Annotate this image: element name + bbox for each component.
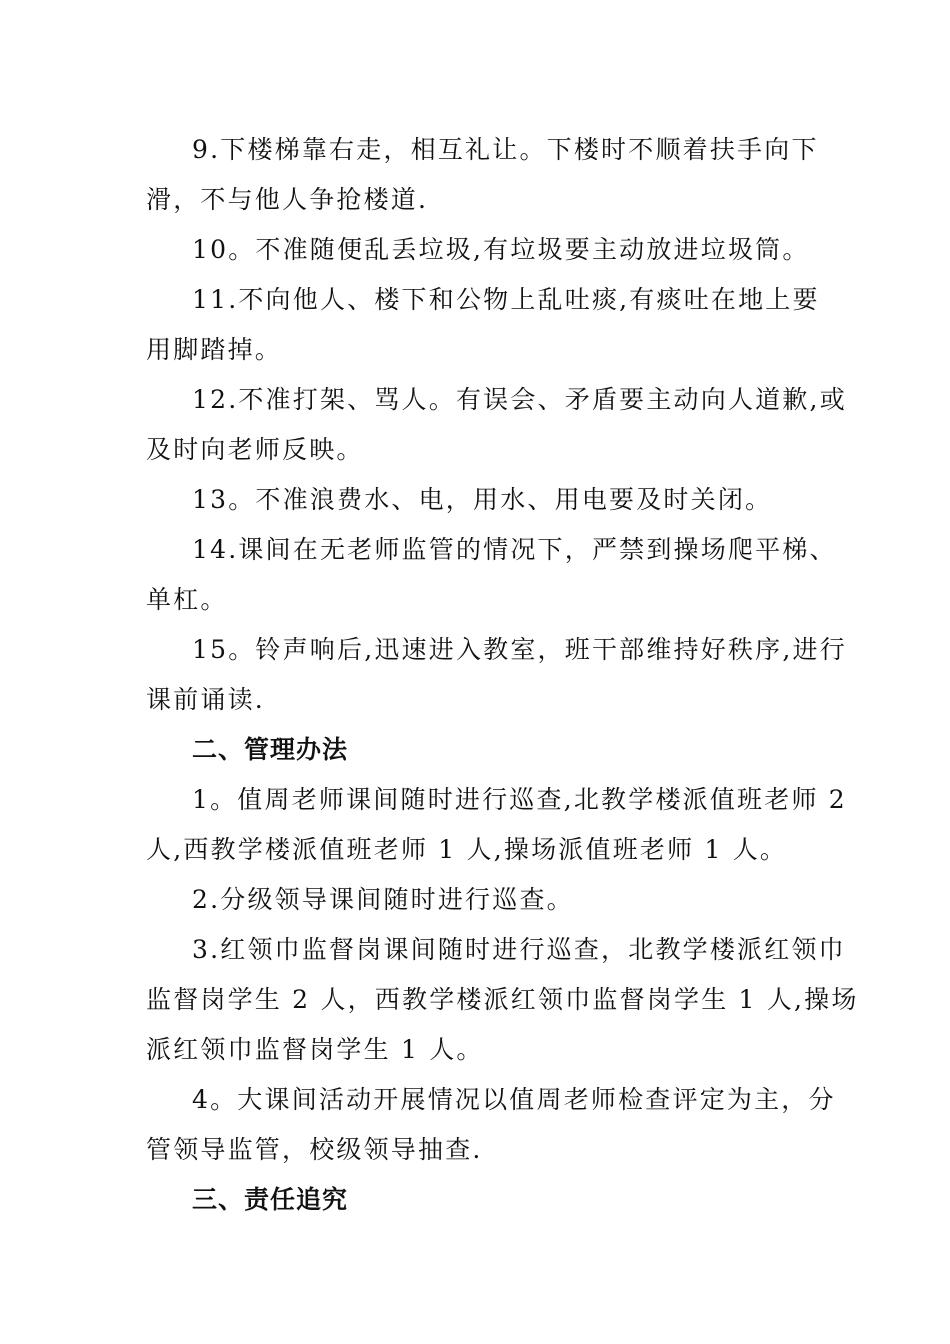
management-2-line-1: 2.分级领导课间随时进行巡查。 bbox=[192, 885, 574, 914]
rule-13-line-1: 13。不准浪费水、电，用水、用电要及时关闭。 bbox=[192, 485, 773, 514]
section-heading-accountability: 三、责任追究 bbox=[192, 1185, 349, 1214]
management-4-line-1: 4。大课间活动开展情况以值周老师检查评定为主，分 bbox=[192, 1085, 836, 1114]
rule-14-line-2: 单杠。 bbox=[146, 585, 228, 614]
rule-14-line-1: 14.课间在无老师监管的情况下，严禁到操场爬平梯、 bbox=[192, 535, 837, 564]
management-3-line-3: 派红领巾监督岗学生 1 人。 bbox=[146, 1035, 484, 1064]
management-1-line-2: 人,西教学楼派值班老师 1 人,操场派值班老师 1 人。 bbox=[146, 835, 788, 864]
rule-12-line-1: 12.不准打架、骂人。有误会、矛盾要主动向人道歉,或 bbox=[192, 385, 847, 414]
section-heading-management: 二、管理办法 bbox=[192, 735, 349, 764]
rule-10-line-1: 10。不准随便乱丢垃圾,有垃圾要主动放进垃圾筒。 bbox=[192, 235, 810, 264]
rule-11-line-2: 用脚踏掉。 bbox=[146, 335, 283, 364]
management-3-line-2: 监督岗学生 2 人，西教学楼派红领巾监督岗学生 1 人,操场 bbox=[146, 985, 859, 1014]
management-1-line-1: 1。值周老师课间随时进行巡查,北教学楼派值班老师 2 bbox=[192, 785, 847, 814]
rule-15-line-1: 15。铃声响后,迅速进入教室，班干部维持好秩序,进行 bbox=[192, 635, 847, 664]
rule-9-line-1: 9.下楼梯靠右走，相互礼让。下楼时不顺着扶手向下 bbox=[192, 135, 819, 164]
rule-15-line-2: 课前诵读. bbox=[146, 685, 265, 714]
management-4-line-2: 管领导监管，校级领导抽查. bbox=[146, 1135, 483, 1164]
rule-12-line-2: 及时向老师反映。 bbox=[146, 435, 364, 464]
management-3-line-1: 3.红领巾监督岗课间随时进行巡查，北教学楼派红领巾 bbox=[192, 935, 846, 964]
rule-9-line-2: 滑，不与他人争抢楼道. bbox=[146, 185, 429, 214]
rule-11-line-1: 11.不向他人、楼下和公物上乱吐痰,有痰吐在地上要 bbox=[192, 285, 820, 314]
